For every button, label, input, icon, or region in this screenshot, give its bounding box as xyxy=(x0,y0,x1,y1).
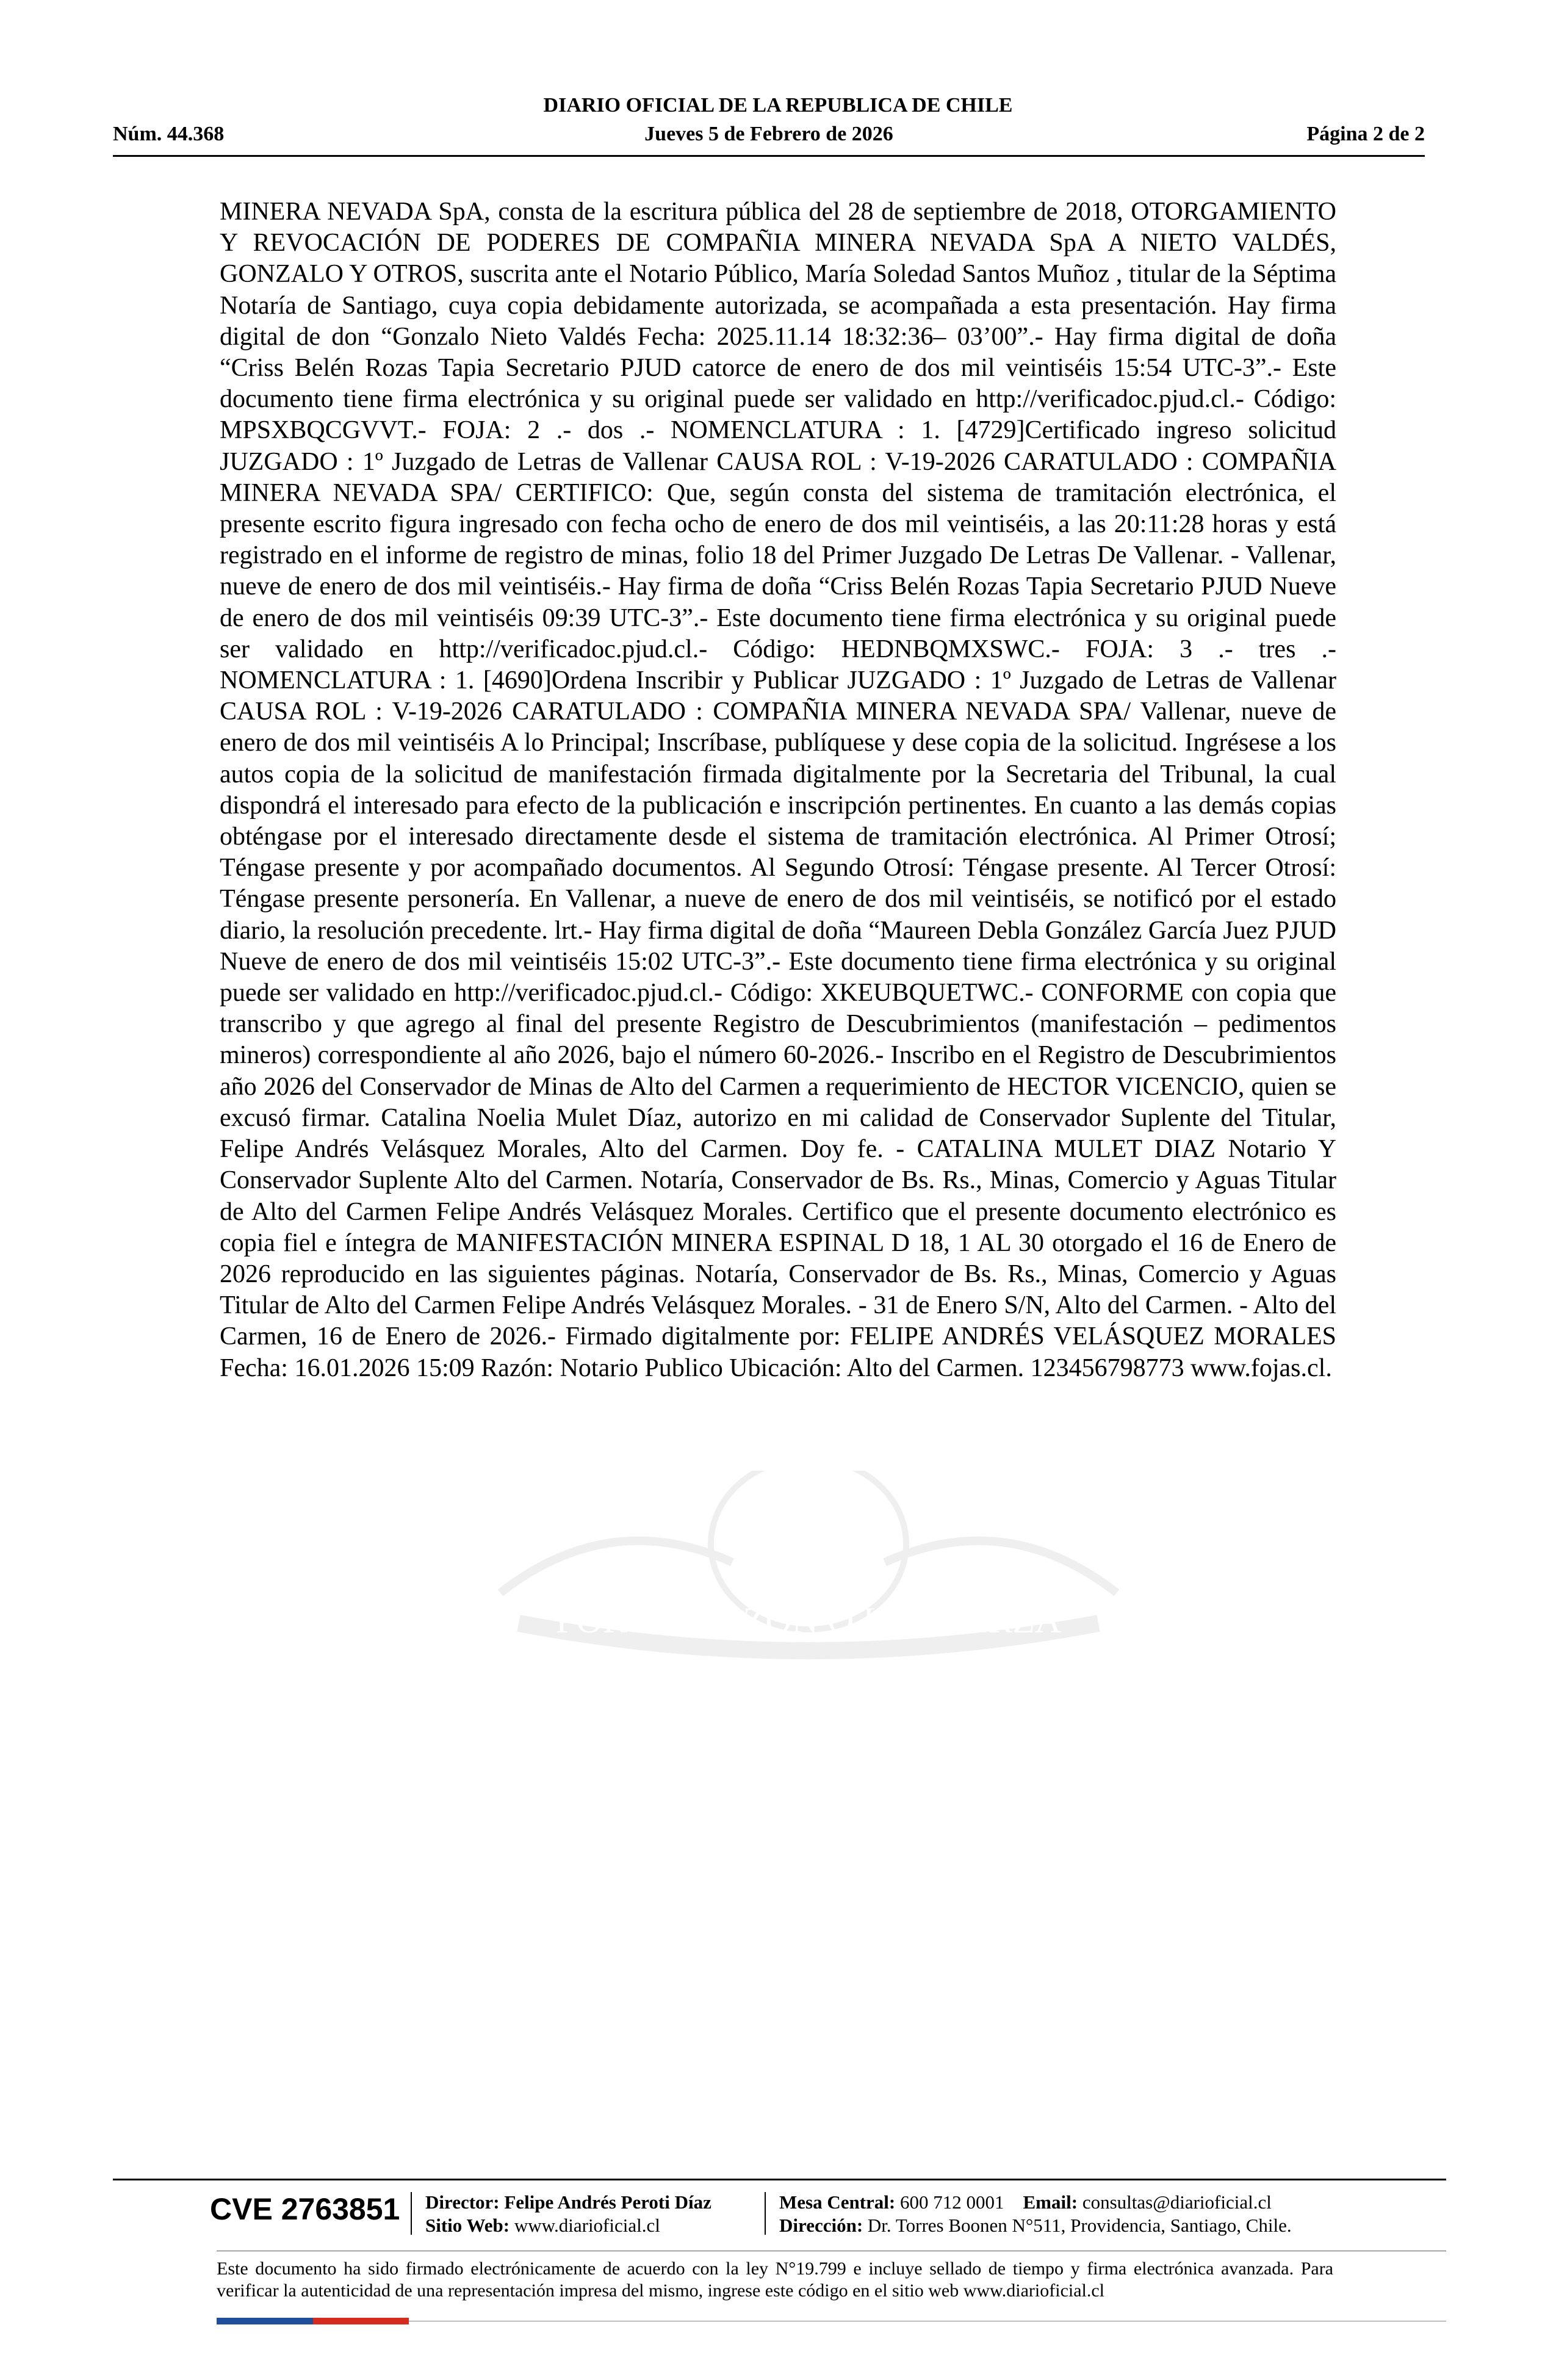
address-label: Dirección: xyxy=(779,2215,863,2236)
email-label: Email: xyxy=(1023,2191,1078,2213)
footer-separator xyxy=(411,2192,412,2235)
header-row xyxy=(113,122,1425,146)
flag-red-segment xyxy=(313,2318,409,2324)
site-link[interactable]: www.diarioficial.cl xyxy=(514,2215,660,2236)
email-link[interactable]: consultas@diarioficial.cl xyxy=(1082,2191,1272,2213)
mesa-phone: 600 712 0001 xyxy=(900,2191,1004,2213)
signature-note: Este documento ha sido firmado electrónicamente de acuerdo con la ley N°19.799 e incluye sellado de tiempo y firma electrónica avanzada. Para verificar la autenticidad de una representación impresa del mismo, ingrese este código en el sitio web www.diarioficial.cl xyxy=(217,2259,1333,2301)
footer-contact-block xyxy=(779,2191,1292,2237)
issue-date: Jueves 5 de Febrero de 2026 xyxy=(644,123,893,145)
watermark-motto: POR LA RAZÓN O LA FUERZA xyxy=(555,1600,1062,1640)
address-value: Dr. Torres Boonen N°511, Providencia, Santiago, Chile. xyxy=(867,2215,1292,2236)
coat-of-arms-icon xyxy=(427,1471,1190,1666)
body-paragraph: MINERA NEVADA SpA, consta de la escritura pública del 28 de septiembre de 2018, OTORGAMIENTO Y REVOCACIÓN DE PODERES DE COMPAÑIA MINERA NEVADA SpA A NIETO VALDÉS, GONZALO Y OTROS, suscrita ante el Notario Público, María Soledad Santos Muñoz , titular de la Séptima Notaría de Santiago, cuya copia debidamente autorizada, se acompañada a esta presentación. Hay firma digital de don “Gonzalo Nieto Valdés Fecha: 2025.11.14 18:32:36– 03’00”.- Hay firma digital de doña “Criss Belén Rozas Tapia Secretario PJUD catorce de enero de dos mil veintiséis 15:54 UTC-3”.- Este documento tiene firma electrónica y su original puede ser validado en http://verificadoc.pjud.cl.- Código: MPSXBQCGVVT.- FOJA: 2 .- dos .- NOMENCLATURA : 1. [4729]Certificado ingreso solicitud JUZGADO : 1º Juzgado de Letras de Vallenar CAUSA ROL : V-19-2026 CARATULADO : COMPAÑIA MINERA NEVADA SPA/ CERTIFICO: Que, según consta del sistema de tramitación electrónica, el presente escrito figura ingresado con fecha ocho de enero de dos mil veintiséis, a las 20:11:28 horas y está registrado en el informe de registro de minas, folio 18 del Primer Juzgado De Letras De Vallenar. - Vallenar, nueve de enero de dos mil veintiséis.- Hay firma de doña “Criss Belén Rozas Tapia Secretario PJUD Nueve de enero de dos mil veintiséis 09:39 UTC-3”.- Este documento tiene firma electrónica y su original puede ser validado en http://verificadoc.pjud.cl.- Código: HEDNBQMXSWC.- FOJA: 3 .- tres .- NOMENCLATURA : 1. [4690]Ordena Inscribir y Publicar JUZGADO : 1º Juzgado de Letras de Vallenar CAUSA ROL : V-19-2026 CARATULADO : COMPAÑIA MINERA NEVADA SPA/ Vallenar, nueve de enero de dos mil veintiséis A lo Principal; Inscríbase, publíquese y dese copia de la solicitud. Ingrésese a los autos copia de la solicitud de manifestación firmada digitalmente por la Secretaria del Tribunal, la cual dispondrá el interesado para efecto de la publicación e inscripción pertinentes. En cuanto a las demás copias obténgase por el interesado directamente desde el sistema de tramitación electrónica. Al Primer Otrosí; Téngase presente y por acompañado documentos. Al Segundo Otrosí: Téngase presente. Al Tercer Otrosí: Téngase presente personería. En Vallenar, a nueve de enero de dos mil veintiséis, se notificó por el estado diario, la resolución precedente. lrt.- Hay firma digital de doña “Maureen Debla González García Juez PJUD Nueve de enero de dos mil veintiséis 15:02 UTC-3”.- Este documento tiene firma electrónica y su original puede ser validado en http://verificadoc.pjud.cl.- Código: XKEUBQUETWC.- CONFORME con copia que transcribo y que agrego al final del presente Registro de Descubrimientos (manifestación – pedimentos mineros) correspondiente al año 2026, bajo el número 60-2026.- Inscribo en el Registro de Descubrimientos año 2026 del Conservador de Minas de Alto del Carmen a requerimiento de HECTOR VICENCIO, quien se excusó firmar. Catalina Noelia Mulet Díaz, autorizo en mi calidad de Conservador Suplente del Titular, Felipe Andrés Velásquez Morales, Alto del Carmen. Doy fe. - CATALINA MULET DIAZ Notario Y Conservador Suplente Alto del Carmen. Notaría, Conservador de Bs. Rs., Minas, Comercio y Aguas Titular de Alto del Carmen Felipe Andrés Velásquez Morales. Certifico que el presente documento electrónico es copia fiel e íntegra de MANIFESTACIÓN MINERA ESPINAL D 18, 1 AL 30 otorgado el 16 de Enero de 2026 reproducido en las siguientes páginas. Notaría, Conservador de Bs. Rs., Minas, Comercio y Aguas Titular de Alto del Carmen Felipe Andrés Velásquez Morales. - 31 de Enero S/N, Alto del Carmen. - Alto del Carmen, 16 de Enero de 2026.- Firmado digitalmente por: FELIPE ANDRÉS VELÁSQUEZ MORALES Fecha: 16.01.2026 15:09 Razón: Notario Publico Ubicación: Alto del Carmen. 123456798773 www.fojas.cl. xyxy=(220,198,1336,1382)
flag-stripe xyxy=(217,2318,409,2324)
footer-separator xyxy=(765,2192,766,2235)
director-label: Director: xyxy=(425,2191,500,2213)
header-divider xyxy=(113,155,1425,157)
site-label: Sitio Web: xyxy=(425,2215,510,2236)
footer-divider xyxy=(113,2179,1446,2180)
flag-blue-segment xyxy=(217,2318,313,2324)
document-body xyxy=(220,197,1336,1384)
page-indicator: Página 2 de 2 xyxy=(1306,123,1425,145)
newspaper-title: DIARIO OFICIAL DE LA REPUBLICA DE CHILE xyxy=(543,94,1013,117)
footer-director-block xyxy=(425,2191,711,2237)
mesa-label: Mesa Central: xyxy=(779,2191,896,2213)
cve-code: CVE 2763851 xyxy=(210,2192,400,2226)
issue-number: Núm. 44.368 xyxy=(113,123,225,145)
director-name: Felipe Andrés Peroti Díaz xyxy=(504,2191,711,2213)
